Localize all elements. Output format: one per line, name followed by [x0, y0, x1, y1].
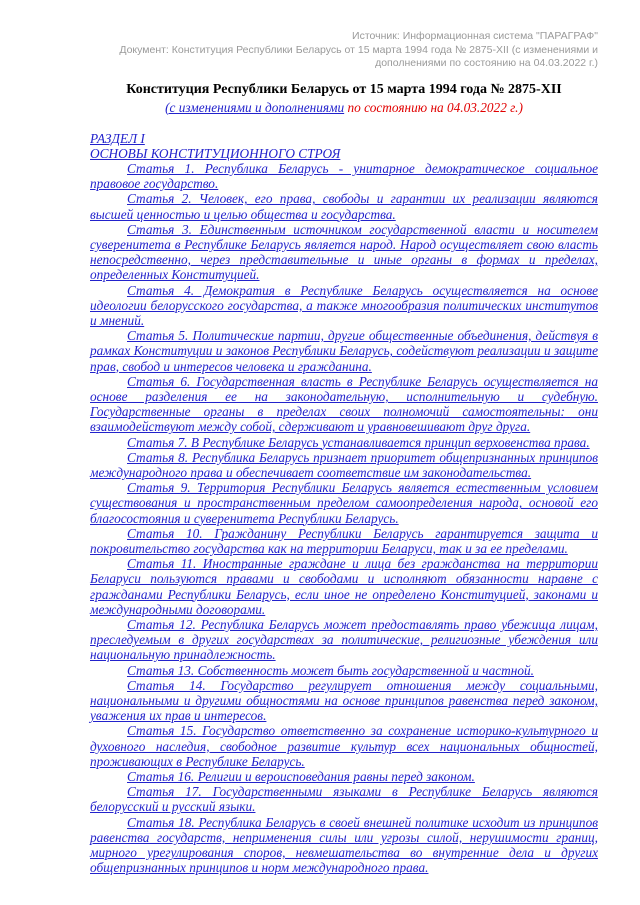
amendments-link[interactable]: (с изменениями и дополнениями — [165, 99, 345, 115]
article-paragraph-15: Статья 15. Государство ответственно за сохранение историко-культурного и духовного наследия, свободное развитие культур всех национальных общностей, проживающих в Республике Беларусь. — [90, 723, 598, 769]
document-line: Документ: Конституция Республики Беларусь от 15 марта 1994 года № 2875-XII (с изменениями и дополнениями по состоянию на 04.03.2022 г.) — [119, 43, 598, 69]
article-paragraph-7: Статья 7. В Республике Беларусь устанавливается принцип верховенства права. — [127, 434, 590, 450]
article-paragraph-10: Статья 10. Гражданину Республики Беларусь гарантируется защита и покровительство государства как на территории Беларуси, так и за ее пределами. — [90, 525, 598, 556]
section-label: РАЗДЕЛ I — [90, 130, 145, 146]
article-paragraph-14: Статья 14. Государство регулирует отношения между социальными, национальными и другими общностями на основе принципов равенства перед законом, уважения их прав и интересов. — [90, 677, 598, 724]
article-paragraph-17: Статья 17. Государственными языками в Республике Беларусь являются белорусский и русский языки. — [90, 784, 598, 815]
as-of-date-text: по состоянию на 04.03.2022 г.) — [344, 99, 523, 115]
article-paragraph-4: Статья 4. Демократия в Республике Беларусь осуществляется на основе идеологии белорусского государства, а также многообразия политических институтов и мнений. — [90, 282, 598, 328]
article-paragraph-2: Статья 2. Человек, его права, свободы и гарантии их реализации являются высшей ценностью и целью общества и государства. — [90, 191, 598, 222]
section-heading: ОСНОВЫ КОНСТИТУЦИОННОГО СТРОЯ — [90, 145, 341, 161]
article-paragraph-9: Статья 9. Территория Республики Беларусь является естественным условием существования и пространственным пределом самоопределения народа, основой его благосостояния и суверенитета Республики Беларусь. — [90, 480, 598, 526]
article-paragraph-16: Статья 16. Религии и вероисповедания равны перед законом. — [127, 769, 475, 785]
article-paragraph-1: Статья 1. Республика Беларусь - унитарное демократическое социальное правовое государство. — [90, 160, 598, 192]
article-paragraph-12: Статья 12. Республика Беларусь может предоставлять право убежища лицам, преследуемым в других государствах за политические, религиозные убеждения или национальную принадлежность. — [90, 617, 598, 663]
article-paragraph-3: Статья 3. Единственным источником государственной власти и носителем суверенитета в Республике Беларусь является народ. Народ осуществляет свою власть непосредственно, через представительные и иные органы в формах и пределах, определенных Конституцией. — [90, 221, 598, 283]
article-paragraph-18: Статья 18. Республика Беларусь в своей внешней политике исходит из принципов равенства государств, неприменения силы или угрозы силой, нерушимости границ, мирного урегулирования споров, невмешательства во внутренние дела и других общепризнанных принципов и норм международного права. — [90, 814, 598, 876]
article-paragraph-6: Статья 6. Государственная власть в Республике Беларусь осуществляется на основе разделения ее на законодательную, исполнительную и судебную. Государственные органы в пределах своих полномочий самостоятельны: они взаимодействуют между собой, сдерживают и уравновешивают друг друга. — [90, 373, 598, 435]
document-title: Конституция Республики Беларусь от 15 марта 1994 года № 2875-XII — [126, 81, 562, 97]
source-line: Источник: Информационная система "ПАРАГРАФ" — [352, 30, 598, 42]
article-paragraph-11: Статья 11. Иностранные граждане и лица без гражданства на территории Беларуси пользуются правами и свободами и исполняют обязанности наравне с гражданами Республики Беларусь, если иное не определено Конституцией, законами и международными договорами. — [90, 556, 598, 617]
article-paragraph-8: Статья 8. Республика Беларусь признает приоритет общепризнанных принципов международного права и обеспечивает соответствие им законодательства. — [90, 449, 598, 480]
source-info — [93, 30, 598, 71]
document-body — [90, 131, 598, 876]
article-paragraph-5: Статья 5. Политические партии, другие общественные объединения, действуя в рамках Конституции и законов Республики Беларусь, содействуют реализации и защите прав, свобод и интересов человека и гражданина. — [90, 328, 598, 374]
article-paragraph-13: Статья 13. Собственность может быть государственной и частной. — [127, 662, 534, 678]
document-subtitle — [90, 100, 598, 116]
